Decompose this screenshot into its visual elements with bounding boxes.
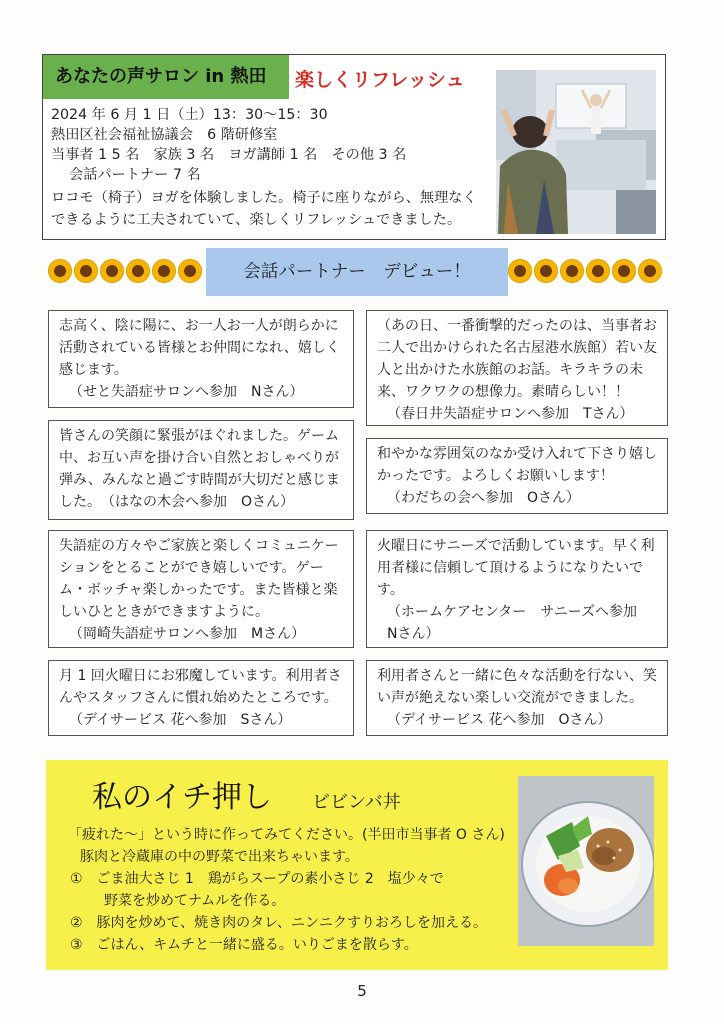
recipe-step (70, 868, 487, 890)
sunflower-icon (586, 259, 610, 283)
salon-date: 2024 年 6 月 1 日（土）13：30〜15：30 (51, 107, 328, 123)
step-number: ② (70, 915, 83, 931)
bibimbap-photo-illustration (518, 776, 654, 946)
sunflower-icon (152, 259, 176, 283)
step-text-continued: 野菜を炒めてナムルを作る。 (104, 893, 286, 909)
quote-source: （春日井失語症サロンへ参加 Tさん） (387, 406, 634, 422)
sunflower-icon (508, 259, 532, 283)
yoga-session-photo (496, 70, 656, 234)
salon-partners: 会話パートナー 7 名 (69, 167, 201, 183)
sunflower-icon (638, 259, 662, 283)
partner-quote (366, 660, 668, 736)
quote-source: （岡崎失語症サロンへ参加 Mさん） (69, 626, 306, 642)
step-number: ① (70, 871, 83, 887)
recipe-title: 私のイチ押し (92, 780, 272, 815)
partner-quote (366, 530, 668, 648)
step-text: ごま油大さじ 1 鶏がらスープの素小さじ 2 塩少々で (96, 871, 444, 887)
salon-description (51, 187, 497, 231)
quote-text: （あの日、一番衝撃的だったのは、当事者お二人で出かけられた名古屋港水族館）若い友人と出かけた水族館のお話。キラキラの未来、ワクワクの想像力。素晴らしい！！ (377, 318, 657, 400)
salon-subtitle: 楽しくリフレッシュ (295, 69, 465, 91)
partner-quote (366, 310, 668, 426)
quote-source: （わだちの会へ参加 Oさん） (387, 490, 581, 506)
step-number: ③ (70, 937, 83, 953)
salon-details (51, 105, 491, 185)
quote-text: 志高く、陰に陽に、お一人お一人が朗らかに活動されている皆様とお仲間になれ、嬉しく感じます。 (59, 318, 340, 378)
sunflower-icon (126, 259, 150, 283)
sunflower-icon (612, 259, 636, 283)
sunflower-icon (178, 259, 202, 283)
sunflower-decoration-right (508, 259, 662, 285)
partner-debut-banner: 会話パートナー デビュー！ (206, 248, 508, 296)
quote-text: 月 1 回火曜日にお邪魔しています。利用者さんやスタッフさんに慣れ始めたところです。 (59, 668, 342, 706)
quote-source: （ホームケアセンター サニーズへ参加 Nさん） (387, 604, 652, 642)
recipe-dish-name: ビビンバ丼 (312, 792, 401, 813)
partner-quote (48, 660, 354, 736)
quote-source: （デイサービス 花へ参加 Sさん） (69, 712, 292, 728)
recipe-intro: 「疲れた〜」という時に作ってみてください。(半田市当事者 O さん) (68, 827, 505, 843)
sunflower-icon (560, 259, 584, 283)
quote-text: 和やかな雰囲気のなか受け入れて下さり嬉しかったです。よろしくお願いします！ (377, 446, 657, 484)
step-text: ごはん、キムチと一緒に盛る。いりごまを散らす。 (96, 937, 418, 953)
salon-desc-line: ロコモ（椅子）ヨガを体験しました。椅子に座りながら、無理なく (51, 190, 477, 206)
recipe-step (70, 934, 487, 956)
yoga-photo-illustration (496, 70, 656, 234)
salon-venue: 熱田区社会福祉協議会 6 階研修室 (51, 127, 278, 143)
sunflower-icon (534, 259, 558, 283)
recipe-steps (70, 868, 487, 956)
salon-title: あなたの声サロン in 熱田 (43, 55, 289, 99)
quote-source: （デイサービス 花へ参加 Oさん） (387, 712, 612, 728)
bibimbap-photo (518, 776, 654, 946)
partner-quote (366, 438, 668, 514)
quote-source: （せと失語症サロンへ参加 Nさん） (69, 384, 304, 400)
partner-quote (48, 530, 354, 648)
sunflower-icon (48, 259, 72, 283)
salon-desc-line: できるように工夫されていて、楽しくリフレッシュできました。 (51, 212, 462, 228)
quote-text: 皆さんの笑顔に緊張がほぐれました。ゲーム中、お互い声を掛け合い自然とおしゃべりが弾み、みんなと過ごす時間が大切だと感じました。 （はなの木会へ参加 Oさん） (59, 428, 340, 510)
sunflower-decoration-left (48, 259, 202, 285)
recipe-lead: 豚肉と冷蔵庫の中の野菜で出来ちゃいます。 (80, 849, 359, 865)
quote-text: 利用者さんと一緒に色々な活動を行ない、笑い声が絶えない楽しい交流ができました。 (377, 668, 657, 706)
sunflower-icon (74, 259, 98, 283)
recipe-step (70, 912, 487, 934)
quote-text: 火曜日にサニーズで活動しています。早く利用者様に信頼して頂けるようになりたいです。 (377, 538, 655, 598)
page-number: 5 (357, 982, 367, 1000)
step-text: 豚肉を炒めて、焼き肉のタレ、ニンニクすりおろしを加える。 (96, 915, 488, 931)
quote-text: 失語症の方々やご家族と楽しくコミュニケーションをとることができ嬉しいです。ゲーム・ボッチャ楽しかったです。また皆様と楽しいひとときができますように。 (59, 538, 339, 620)
sunflower-icon (100, 259, 124, 283)
partner-quote (48, 420, 354, 520)
partner-quote (48, 310, 354, 408)
salon-attendees: 当事者 1 5 名 家族 3 名 ヨガ講師 1 名 その他 3 名 (51, 147, 407, 163)
